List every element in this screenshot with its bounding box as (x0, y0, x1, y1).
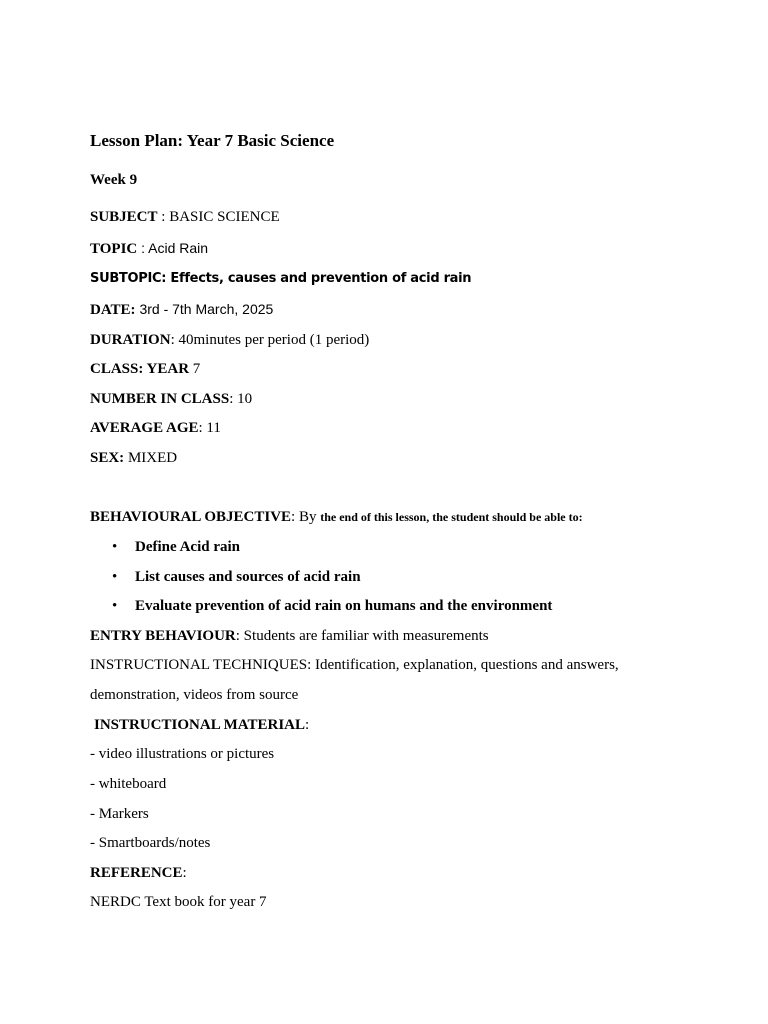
topic-row (90, 239, 208, 258)
duration-label: DURATION (90, 332, 171, 348)
material-item: - Smartboards/notes (90, 835, 211, 851)
materials-label: INSTRUCTIONAL MATERIAL (94, 717, 306, 733)
date-label: DATE: (90, 302, 136, 318)
materials-colon: : (305, 717, 310, 733)
subject-value: : BASIC SCIENCE (157, 209, 280, 225)
reference-row (90, 864, 187, 882)
class-label: CLASS: YEAR (90, 361, 190, 377)
number-label: NUMBER IN CLASS (90, 391, 230, 407)
page-title: Lesson Plan: Year 7 Basic Science (90, 131, 335, 150)
entry-label: ENTRY BEHAVIOUR (90, 628, 236, 644)
duration-value: : 40minutes per period (1 period) (170, 332, 370, 348)
topic-value: : Acid Rain (137, 240, 209, 256)
subject-row (90, 208, 280, 226)
material-item: - video illustrations or pictures (90, 746, 275, 762)
topic-label: TOPIC (90, 241, 138, 257)
duration-row (90, 331, 369, 349)
materials-row (94, 716, 309, 734)
number-value: : 10 (229, 391, 253, 407)
sex-value: MIXED (124, 450, 178, 466)
date-row (90, 300, 273, 319)
sex-row (90, 449, 177, 467)
entry-value: : Students are familiar with measurements (235, 628, 489, 644)
reference-value: NERDC Text book for year 7 (90, 894, 267, 910)
material-item: - whiteboard (90, 776, 167, 792)
material-item: - Markers (90, 806, 149, 822)
objective-row (90, 508, 583, 526)
week-label: Week 9 (90, 172, 138, 188)
techniques-line-1: INSTRUCTIONAL TECHNIQUES: Identification, explanation, questions and answers, (90, 657, 619, 673)
objective-item-text: List causes and sources of acid rain (135, 569, 361, 585)
date-value: 3rd - 7th March, 2025 (135, 301, 274, 317)
objective-item (112, 597, 552, 615)
objective-label: BEHAVIOURAL OBJECTIVE (90, 509, 292, 525)
age-value: : 11 (198, 420, 221, 436)
objective-lead: : By (291, 509, 321, 525)
reference-label: REFERENCE (90, 865, 183, 881)
class-row (90, 360, 200, 378)
objective-item-text: Evaluate prevention of acid rain on humans and the environment (135, 598, 553, 614)
age-label: AVERAGE AGE (90, 420, 199, 436)
reference-colon: : (182, 865, 187, 881)
number-row (90, 390, 252, 408)
subtopic-row (90, 270, 471, 288)
age-row (90, 419, 221, 437)
class-value: 7 (189, 361, 201, 377)
subtopic-label: SUBTOPIC: (90, 271, 167, 286)
sex-label: SEX: (90, 450, 125, 466)
subtopic-value: Effects, causes and prevention of acid rain (166, 271, 472, 286)
techniques-line-2: demonstration, videos from source (90, 687, 299, 703)
objective-item (112, 568, 361, 586)
objective-item-text: Define Acid rain (135, 539, 240, 555)
subject-label: SUBJECT (90, 209, 158, 225)
objective-rest: the end of this lesson, the student should be able to: (320, 510, 583, 524)
entry-row (90, 627, 489, 645)
bullet-icon: • (112, 569, 118, 585)
objective-item (112, 538, 240, 556)
bullet-icon: • (112, 598, 118, 614)
bullet-icon: • (112, 539, 118, 555)
